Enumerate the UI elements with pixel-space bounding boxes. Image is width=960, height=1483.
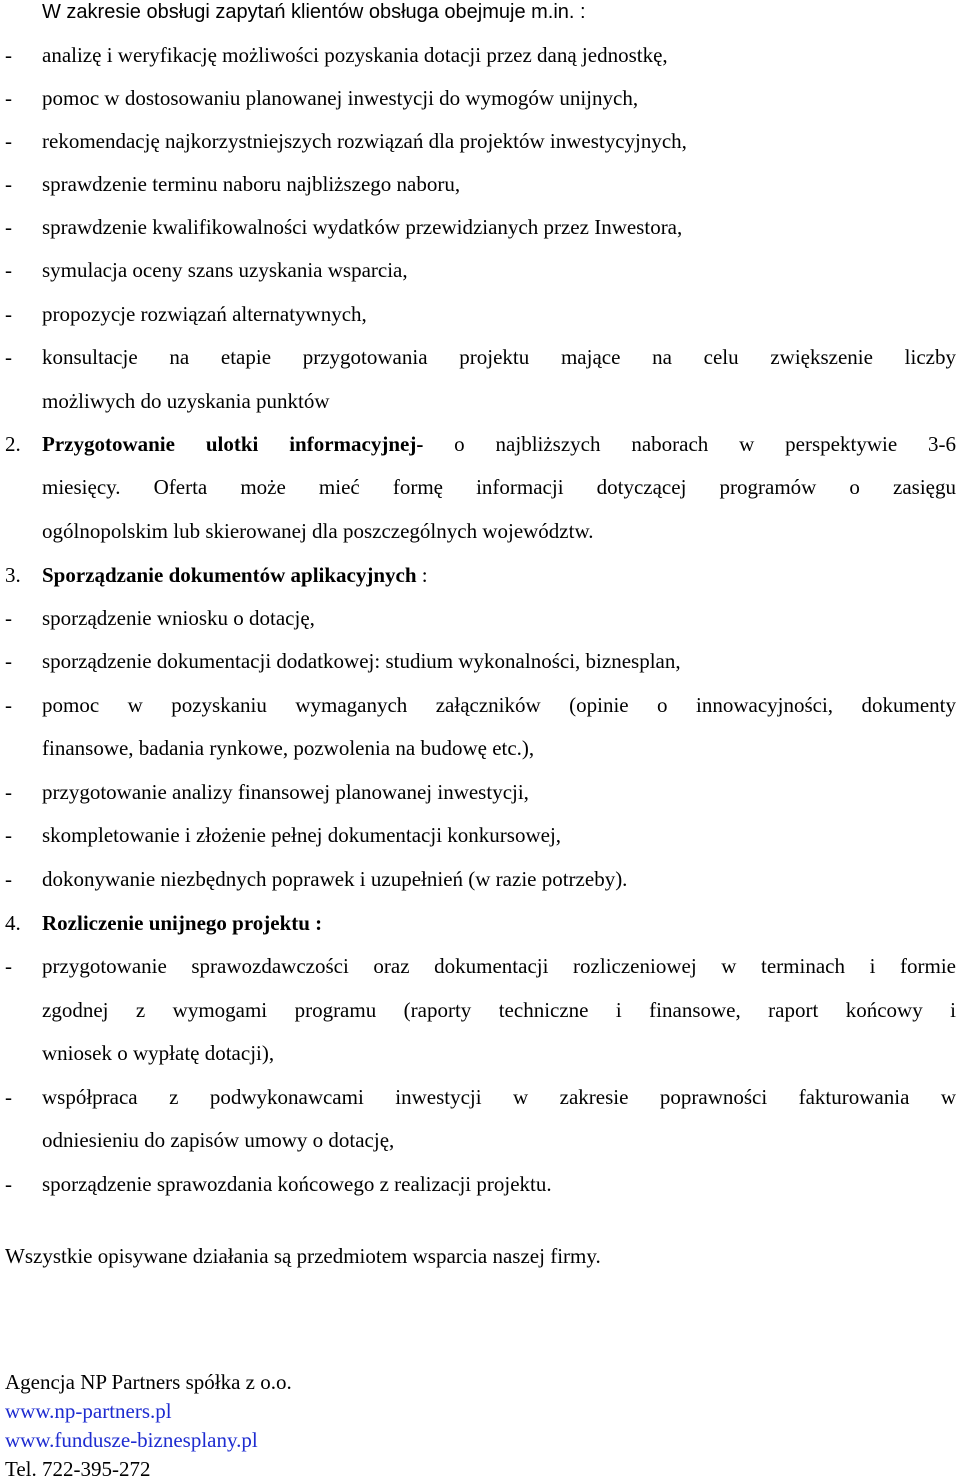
section-number: 2. (5, 432, 21, 456)
intro-text: W zakresie obsługi zapytań klientów obsługa obejmuje m.in. : (42, 1, 586, 23)
section-3-heading: Sporządzanie dokumentów aplikacyjnych (42, 563, 417, 587)
footer-link-fundusze[interactable]: www.fundusze-biznesplany.pl (5, 1428, 258, 1452)
list-item-text: propozycje rozwiązań alternatywnych, (42, 302, 367, 326)
list-dash: - (5, 258, 12, 282)
list-item-text: pomoc w dostosowaniu planowanej inwestycji do wymogów unijnych, (42, 86, 639, 110)
list-dash: - (5, 129, 12, 153)
list-item-text: przygotowanie analizy finansowej planowanej inwestycji, (42, 780, 529, 804)
section-4-heading: Rozliczenie unijnego projektu : (42, 911, 323, 935)
list-dash: - (5, 302, 12, 326)
section-2-text (42, 424, 956, 464)
list-item-text: zgodnej z wymogami programu (raporty techniczne i finansowe, raport końcowy i (42, 998, 956, 1022)
section-2-heading-rest: o najbliższych naborach w perspektywie 3-6 (423, 432, 956, 456)
list-dash: - (5, 780, 12, 804)
closing-sentence: Wszystkie opisywane działania są przedmiotem wsparcia naszej firmy. (5, 1244, 601, 1268)
list-dash: - (5, 172, 12, 196)
list-dash: - (5, 1172, 12, 1196)
list-item-text: współpraca z podwykonawcami inwestycji w zakresie poprawności fakturowania w (42, 1085, 956, 1109)
list-item-text: rekomendację najkorzystniejszych rozwiązań dla projektów inwestycyjnych, (42, 129, 687, 153)
section-3-text (42, 555, 428, 595)
list-item-text: analizę i weryfikację możliwości pozyskania dotacji przez daną jednostkę, (42, 43, 668, 67)
list-item-text: konsultacje na etapie przygotowania projektu mające na celu zwiększenie liczby (42, 345, 956, 369)
section-number: 3. (5, 563, 21, 587)
list-item-text: odniesieniu do zapisów umowy o dotację, (42, 1128, 395, 1152)
list-dash: - (5, 954, 12, 978)
list-dash: - (5, 1085, 12, 1109)
list-dash: - (5, 43, 12, 67)
paragraph-text: ogólnopolskim lub skierowanej dla poszczególnych województw. (42, 519, 594, 543)
paragraph-text: miesięcy. Oferta może mieć formę informacji dotyczącej programów o zasięgu (42, 475, 956, 499)
section-2-heading: Przygotowanie ulotki informacyjnej- (42, 432, 424, 456)
footer-link-np-partners[interactable]: www.np-partners.pl (5, 1399, 172, 1423)
list-item-text: wniosek o wypłatę dotacji), (42, 1041, 275, 1065)
list-dash: - (5, 345, 12, 369)
list-dash: - (5, 86, 12, 110)
list-dash: - (5, 693, 12, 717)
list-item-text: dokonywanie niezbędnych poprawek i uzupełnień (w razie potrzeby). (42, 867, 628, 891)
footer-phone: Tel. 722-395-272 (5, 1457, 151, 1481)
list-item-text: sporządzenie wniosku o dotację, (42, 606, 315, 630)
list-dash: - (5, 606, 12, 630)
list-item-text: sprawdzenie terminu naboru najbliższego naboru, (42, 172, 461, 196)
list-item-text: sprawdzenie kwalifikowalności wydatków przewidzianych przez Inwestora, (42, 215, 683, 239)
section-number: 4. (5, 911, 21, 935)
footer-company: Agencja NP Partners spółka z o.o. (5, 1370, 292, 1394)
section-3-heading-suffix: : (416, 563, 428, 587)
list-item-text: przygotowanie sprawozdawczości oraz dokumentacji rozliczeniowej w terminach i formie (42, 954, 956, 978)
list-item-text: skompletowanie i złożenie pełnej dokumentacji konkursowej, (42, 823, 562, 847)
list-dash: - (5, 823, 12, 847)
list-dash: - (5, 649, 12, 673)
list-dash: - (5, 215, 12, 239)
list-item-text: pomoc w pozyskaniu wymaganych załączników (opinie o innowacyjności, dokumenty (42, 693, 956, 717)
list-item-text: finansowe, badania rynkowe, pozwolenia na budowę etc.), (42, 736, 535, 760)
list-item-text: sporządzenie dokumentacji dodatkowej: studium wykonalności, biznesplan, (42, 649, 681, 673)
list-item-text: możliwych do uzyskania punktów (42, 389, 330, 413)
list-dash: - (5, 867, 12, 891)
list-item-text: symulacja oceny szans uzyskania wsparcia, (42, 258, 408, 282)
list-item-text: sporządzenie sprawozdania końcowego z realizacji projektu. (42, 1172, 552, 1196)
